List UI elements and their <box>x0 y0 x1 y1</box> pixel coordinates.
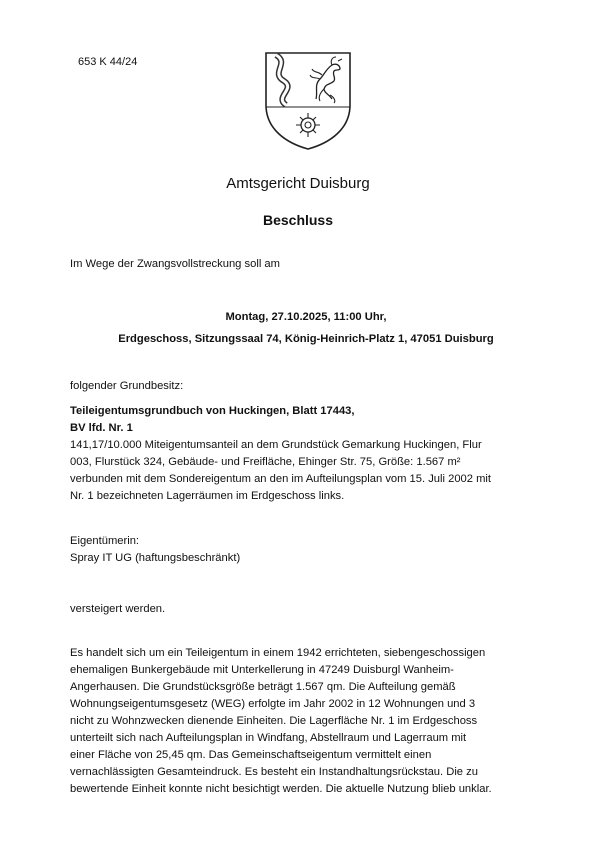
file-number: 653 K 44/24 <box>78 56 138 68</box>
document-title: Beschluss <box>262 212 334 228</box>
details-line: bewertende Einheit konnte nicht besichtigt werden. Die aktuelle Nutzung blieb unklar. <box>70 783 492 795</box>
owner-name: Spray IT UG (haftungsbeschränkt) <box>70 552 241 564</box>
description-line: verbunden mit dem Sondereigentum an den im Aufteilungsplan vom 15. Juli 2002 mit <box>70 473 492 485</box>
auction-date-time: Montag, 27.10.2025, 11:00 Uhr, <box>225 311 387 323</box>
auction-text: versteigert werden. <box>70 603 166 615</box>
property-label: folgender Grundbesitz: <box>70 380 184 392</box>
owner-label: Eigentümerin: <box>70 535 140 547</box>
details-line: einer Fläche von 25,45 qm. Das Gemeinschaftseigentum vermittelt einen <box>70 749 432 761</box>
details-line: vernachlässigten Gesamteindruck. Es besteht ein Instandhaltungsrückstau. Die zu <box>70 766 478 778</box>
land-register: Teileigentumsgrundbuch von Huckingen, Blatt 17443, <box>70 405 355 417</box>
description-line: Nr. 1 bezeichneten Lagerräumen im Erdgeschoss links. <box>70 490 345 502</box>
details-line: nicht zu Wohnzwecken dienende Einheiten. Die Lagerfläche Nr. 1 im Erdgeschoss <box>70 715 478 727</box>
property-details <box>70 645 545 798</box>
description-line: 003, Flurstück 324, Gebäude- und Freifläche, Ehinger Str. 75, Größe: 1.567 m² <box>70 456 461 468</box>
coat-of-arms-icon <box>260 47 356 151</box>
intro-text: Im Wege der Zwangsvollstreckung soll am <box>70 258 280 270</box>
court-name: Amtsgericht Duisburg <box>226 175 370 192</box>
details-line: ehemaligen Bunkergebäude mit Unterkellerung in 47249 Duisburgl Wanheim- <box>70 664 454 676</box>
details-line: unterteilt sich nach Aufteilungsplan in Windfang, Abstellraum und Lagerraum mit <box>70 732 467 744</box>
property-description <box>70 437 540 505</box>
description-line: 141,17/10.000 Miteigentumsanteil an dem Grundstück Gemarkung Huckingen, Flur <box>70 439 482 451</box>
details-line: Angerhausen. Die Grundstücksgröße beträgt 1.567 qm. Die Aufteilung gemäß <box>70 681 456 693</box>
auction-appointment <box>0 306 596 350</box>
auction-location: Erdgeschoss, Sitzungssaal 74, König-Heinrich-Platz 1, 47051 Duisburg <box>118 333 494 345</box>
details-line: Es handelt sich um ein Teileigentum in einem 1942 errichteten, siebengeschossigen <box>70 647 486 659</box>
details-line: Wohnungseigentumsgesetz (WEG) erfolgte im Jahr 2002 in 12 Wohnungen und 3 <box>70 698 476 710</box>
bv-number: BV lfd. Nr. 1 <box>70 422 133 434</box>
